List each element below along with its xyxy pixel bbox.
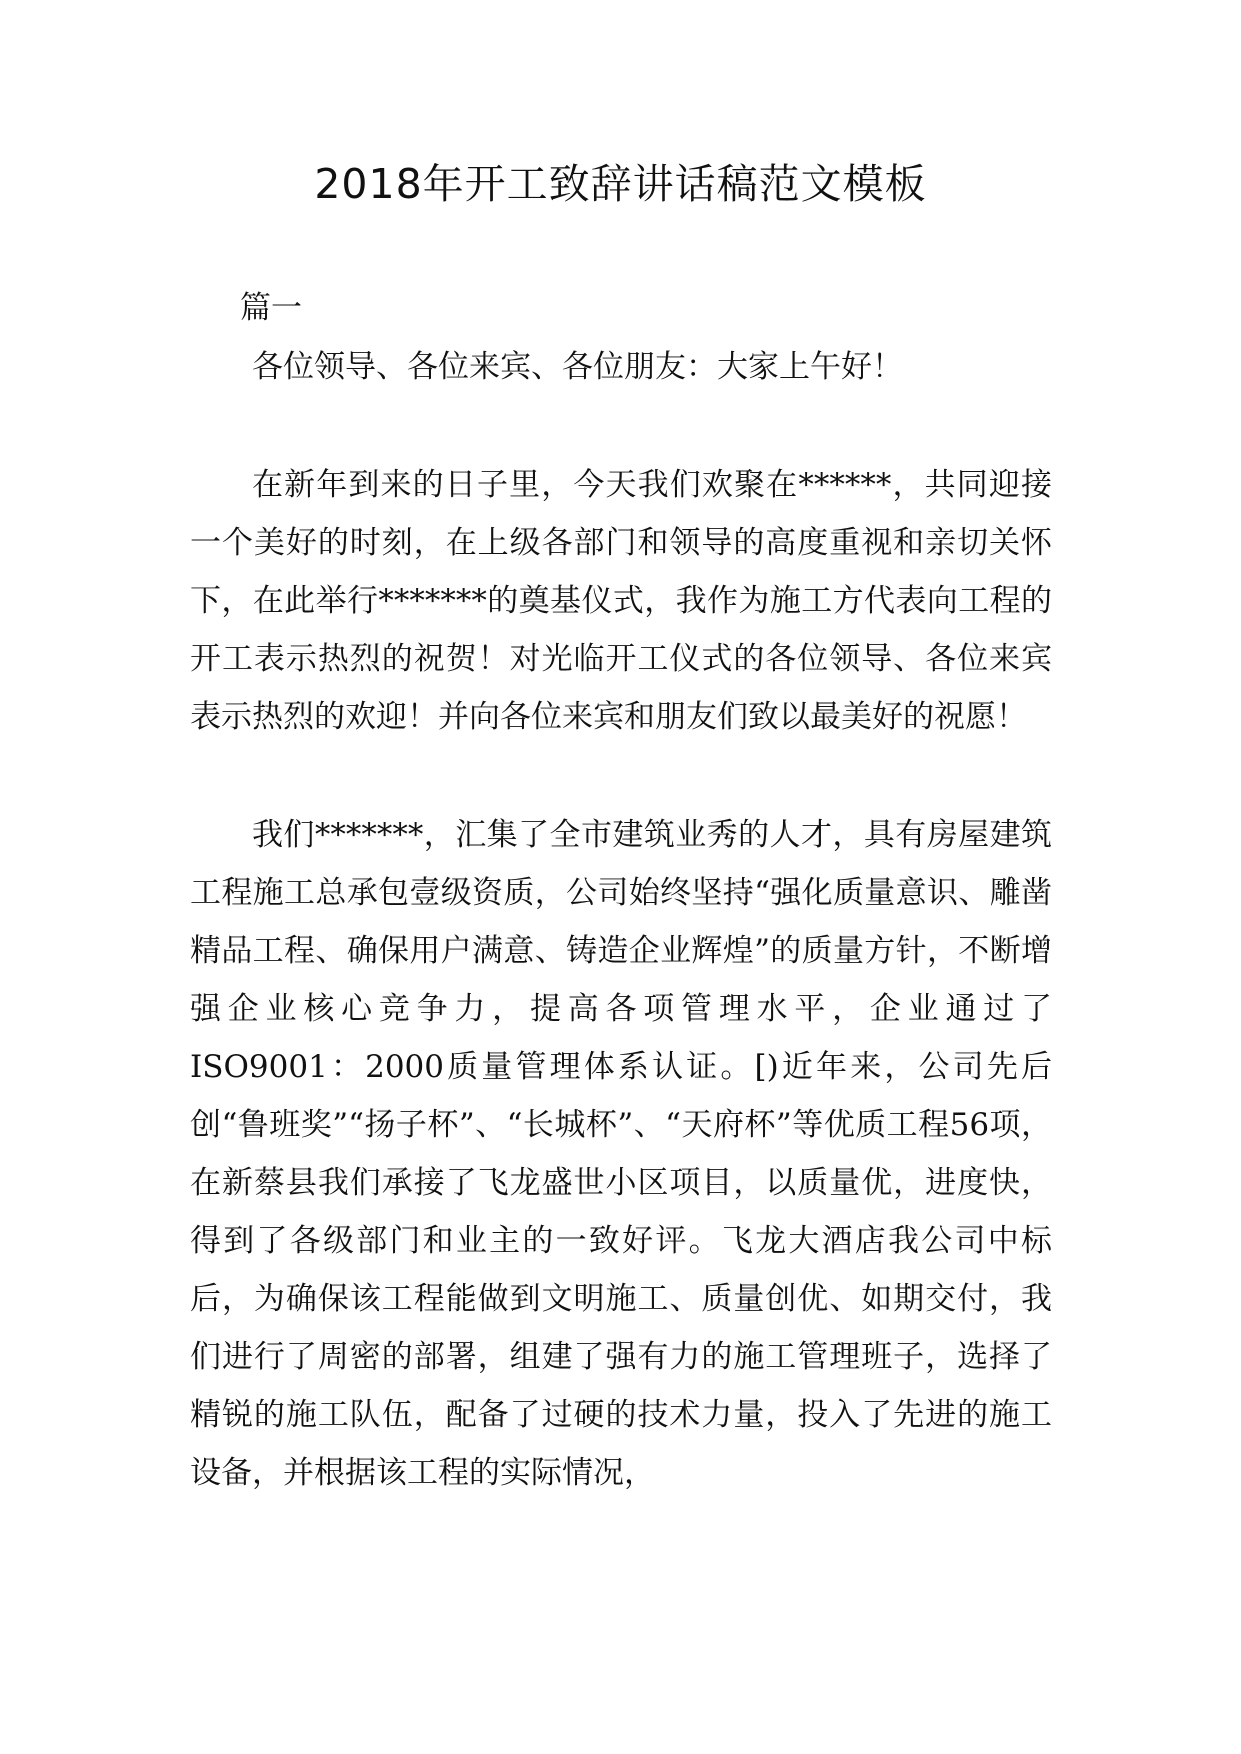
document-body xyxy=(190,338,1052,1502)
company-paragraph: 我们*******，汇集了全市建筑业秀的人才，具有房屋建筑工程施工总承包壹级资质，公司始终坚持“强化质量意识、雕凿精品工程、确保用户满意、铸造企业辉煌”的质量方针，不断增强企业核心竞争力，提高各项管理水平，企业通过了ISO9001：2000质量管理体系认证。[)近年来，公司先后创“鲁班奖”“扬子杯”、“长城杯”、“天府杯”等优质工程56项，在新蔡县我们承接了飞龙盛世小区项目，以质量优，进度快，得到了各级部门和业主的一致好评。飞龙大酒店我公司中标后，为确保该工程能做到文明施工、质量创优、如期交付，我们进行了周密的部署，组建了强有力的施工管理班子，选择了精锐的施工队伍，配备了过硬的技术力量，投入了先进的施工设备，并根据该工程的实际情况， xyxy=(190,817,1052,1491)
greeting-paragraph: 各位领导、各位来宾、各位朋友：大家上午好！ xyxy=(252,349,903,385)
document-title: 2018年开工致辞讲话稿范文模板 xyxy=(314,160,927,208)
opening-paragraph: 在新年到来的日子里，今天我们欢聚在******，共同迎接一个美好的时刻，在上级各部门和领导的高度重视和亲切关怀下，在此举行*******的奠基仪式，我作为施工方代表向工程的开工表示热烈的祝贺！对光临开工仪式的各位领导、各位来宾表示热烈的欢迎！并向各位来宾和朋友们致以最美好的祝愿！ xyxy=(190,467,1052,735)
section-label: 篇一 xyxy=(240,290,302,326)
